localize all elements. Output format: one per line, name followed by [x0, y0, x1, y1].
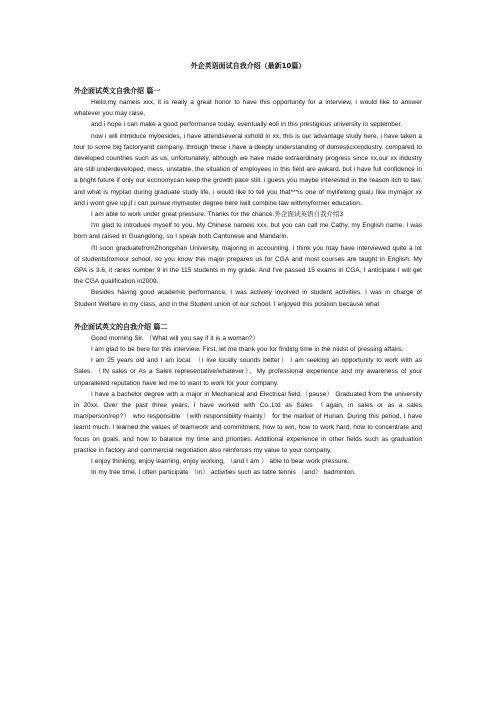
paragraph: and i hope i can make a good performance today, eventually eoll in this prestigious university in september.	[91, 121, 403, 129]
section-heading: 外企面试英文的自我介绍 篇二	[74, 322, 168, 331]
paragraph: I'm glad to introduce myself to you. My Chinese nameis xxx, but you can call me Cathy, my English name. I was born and raised in Guangdong, so I speak both Cantonese and Mandarin.	[74, 222, 422, 241]
paragraph: Good morning Sir, （What will you say if it is a woman?）	[91, 334, 260, 342]
paragraph: I am glad to be here for this interview. First, let me thank you for finding time in the midst of pressing affairs.	[91, 346, 404, 354]
paragraph: I am 25 years old and I am local. （I live locally sounds better） I am seeking an opportunity to work with as Sales. （IN sales or As a Sales representative/whatever）。My professional experience and my awareness of your unparalleled reputation have led me to want to work for your company.	[74, 357, 422, 387]
paragraph: I'll soon graduatefromZhongshan University, majoring in accounting. I think you may have interviewed quite a lot of studentsfromour school, so you know this major prepares us for CGA and most courses are taught in English. My GPA is 3.6, it ranks number 9 in the 115 students in my grade. And I've passed 15 exams in CGA, I anticipate I will get the CGA qualification in2009.	[74, 244, 422, 286]
section-heading: 外企面试英文自我介绍 篇一	[74, 87, 161, 95]
paragraph: I am able to work under great pressure. Thanks for the chance.外企面试英语自我介绍3	[91, 211, 344, 219]
paragraph: Hello,my nameis xxx, it is really a great honor to have this opportunity for a interview, i would like to answer whatever you may raise,	[74, 99, 422, 118]
section-two	[74, 322, 422, 479]
paragraph: Besides having good academic performance, I was actively involved in student activities. I was in charge of Student Welfare in my class, and in the Student union of our school. I enjoyed this position because what	[74, 289, 422, 308]
paragraph: I enjoy thinking, enjoy learning, enjoy working, （and I am ） able to bear work pressure.	[91, 458, 350, 466]
section-one	[74, 86, 422, 310]
paragraph: I have a bachelor degree with a major in Mechanical and Electrical field.（pause） Graduated from the university in 20xx. Over the past three years, I have worked with Co.,Ltd as Sales （again, in sales or as a sales man/person/rep?） who responsible （with responsibility mainly） for the market of Hunan. During this period, I have learnt much. I learned the values of teamwork and commitment, how to win, how to work hard, how to concentrate and focus on goals, and how to balance my time and priorities. Additional experience in other fields such as graduation practice in factory and commercial negotiation also reinforces my value to your company.	[74, 390, 422, 454]
document-title: 外企英语面试自我介绍（最新10篇）	[190, 62, 306, 70]
paragraph: In my free time, I often participate （in） activities such as table tennis （and） badminton.	[91, 469, 356, 477]
paragraph: now i will introduce mybesides, i have attendseveral xxhold in xx, this is our advantage study here, i have taken a tour to some big factoryand company. through these i have a deeply understanding of domesticxxindustry. compared to developed countries such as us, unfortunately, although we have made extraordinary progress since xx,our xx industry are still underdeveloped, mess, unstable, the situation of employees in this field are awkard. but i have full confidence in a bright future if only our economycan keep the growth pace still. i guess you maybe interested in the reason itch to law, and what is myplan during graduate study life, i would like to tell you that***is one of mylifelong goal,i like mymajor xx and i wont give up,if i can pursue mymaster degree here iwill combine law withmyformer education.	[74, 132, 423, 207]
